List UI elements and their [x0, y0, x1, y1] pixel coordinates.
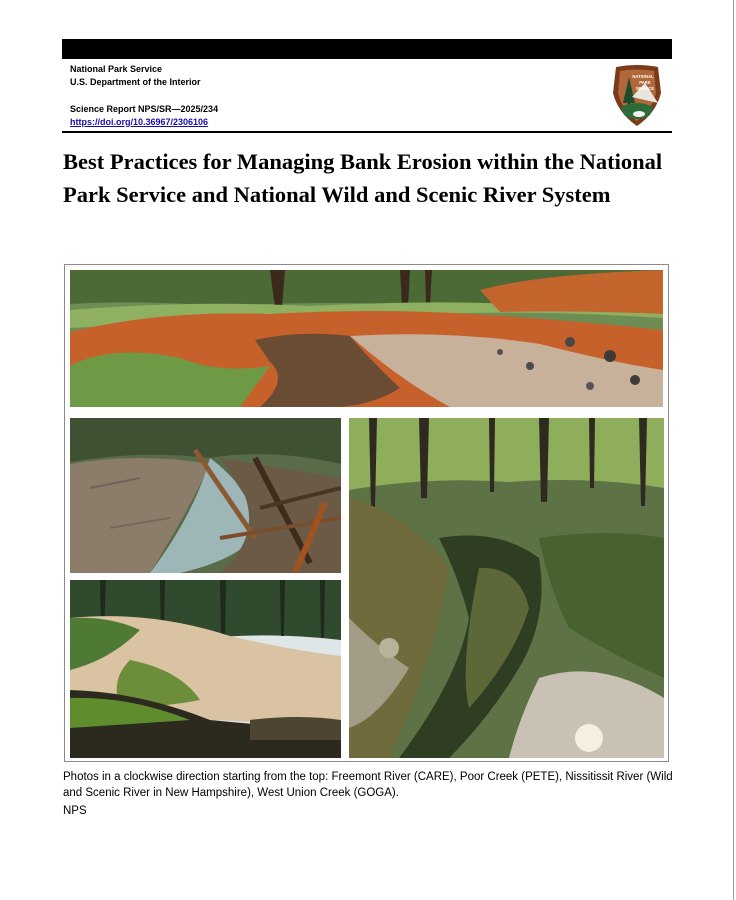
header-rule [62, 131, 672, 133]
page-edge [733, 0, 734, 900]
photo-freemont-river [70, 270, 663, 407]
logo-text-national: NATIONAL [632, 74, 654, 79]
doi-link[interactable]: https://doi.org/10.36967/2306106 [70, 116, 209, 127]
bison-icon [633, 111, 645, 117]
report-title: Best Practices for Managing Bank Erosion within the National Park Service and National Wild and Scenic River System [63, 149, 663, 207]
photo-collage [64, 264, 669, 762]
photo-west-union-creek [70, 418, 341, 573]
nps-arrowhead-logo [612, 63, 662, 127]
header-black-bar [62, 39, 672, 59]
logo-text-service: SERVICE [635, 86, 655, 91]
photo-nissitissit-river [70, 580, 341, 758]
report-block [70, 103, 218, 128]
agency-name: National Park Service [70, 64, 163, 74]
photo-credit: NPS [63, 805, 87, 817]
department-name: U.S. Department of the Interior [70, 77, 201, 87]
photo-poor-creek [349, 418, 664, 758]
figure-caption: Photos in a clockwise direction starting from the top: Freemont River (CARE), Poor Creek (PETE), Nissitissit River (Wild and Scenic River in New Hampshire), West Union Creek (GOGA). [63, 771, 673, 799]
agency-block [70, 63, 201, 89]
logo-text-park: PARK [639, 80, 651, 85]
report-number: Science Report NPS/SR—2025/234 [70, 104, 219, 114]
